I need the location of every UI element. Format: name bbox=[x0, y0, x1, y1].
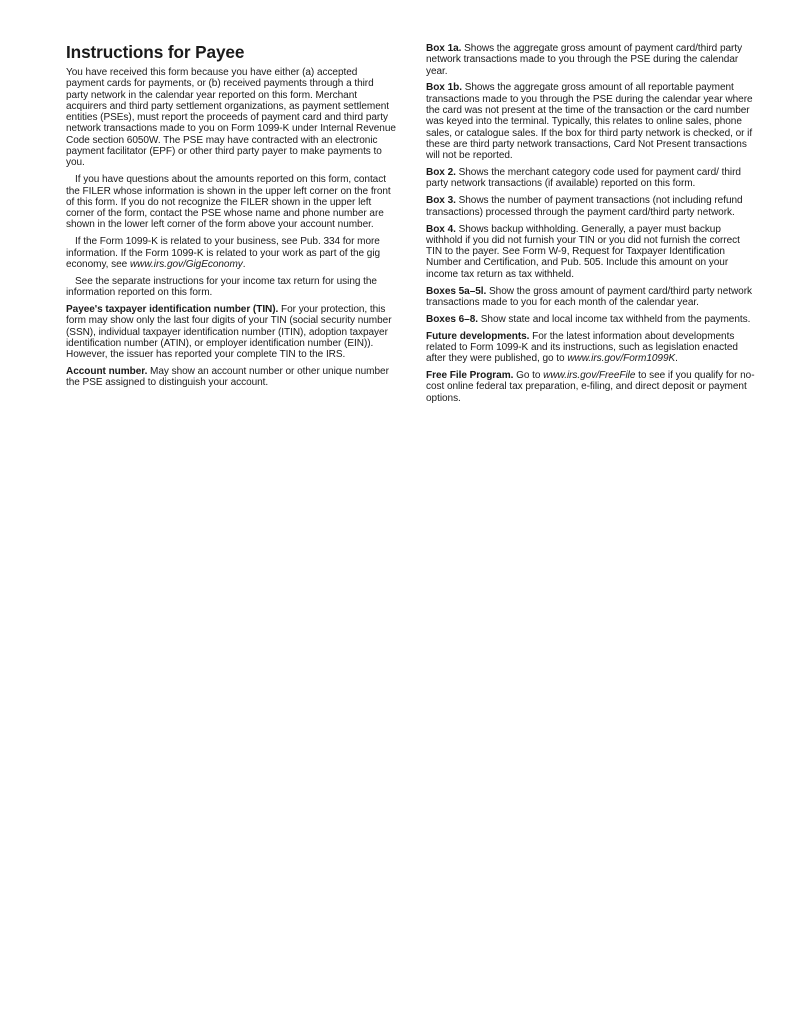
future-developments-heading: Future developments. bbox=[426, 330, 530, 342]
gig-economy-link[interactable]: www.irs.gov/GigEconomy bbox=[129, 258, 243, 270]
box-1a-text: Shows the aggregate gross amount of payment card/third party network transactions made to you through the PSE during the calendar year. bbox=[426, 43, 743, 77]
tin-heading: Payee's taxpayer identification number (TIN). bbox=[66, 304, 279, 316]
left-column bbox=[66, 42, 396, 410]
box-4-heading: Box 4. bbox=[426, 223, 456, 235]
future-developments-paragraph bbox=[426, 331, 756, 365]
account-number-heading: Account number. bbox=[66, 366, 148, 378]
boxes-5-paragraph bbox=[426, 286, 756, 309]
instructions-page bbox=[66, 42, 756, 410]
box-1b-heading: Box 1b. bbox=[426, 82, 462, 94]
boxes-6-8-paragraph bbox=[426, 314, 756, 325]
business-text: If the Form 1099-K is related to your business, see Pub. 334 for more information. If the Form 1099-K is related to your work as part of the gig economy, see bbox=[66, 236, 381, 270]
boxes-5-text: Show the gross amount of payment card/third party network transactions made to you for each month of the calendar year. bbox=[426, 285, 752, 308]
tin-paragraph bbox=[66, 304, 396, 360]
separate-instructions-paragraph: See the separate instructions for your income tax return for using the information reported on this form. bbox=[66, 275, 377, 299]
account-number-text: May show an account number or other unique number the PSE assigned to distinguish your account. bbox=[66, 366, 389, 389]
box-3-heading: Box 3. bbox=[426, 195, 456, 207]
box-2-heading: Box 2. bbox=[426, 167, 456, 179]
box-3-text: Shows the number of payment transactions (not including refund transactions) processed through the payment card/third party network. bbox=[426, 195, 743, 218]
box-4-paragraph bbox=[426, 224, 756, 280]
business-paragraph bbox=[66, 236, 396, 270]
form-1099k-link[interactable]: www.irs.gov/Form1099K bbox=[567, 353, 676, 365]
box-1b-text: Shows the aggregate gross amount of all reportable payment transactions made to you through the PSE during the calendar year where the card was not present at the time of the transaction or the card number was keyed into the terminal. Typically, this relates to online sales, phone sales, or catalogue sales. If the box for third party network is checked, or if these are third party network transactions, Card Not Present transactions will not be reported. bbox=[426, 82, 753, 162]
free-file-paragraph bbox=[426, 370, 756, 404]
intro-paragraph: You have received this form because you have either (a) accepted payment cards for payments, or (b) received payments through a third party network in the calendar year reported on this form. Merchant acquirers and third party settlement organizations, as payment settlement entities (PSEs), must report the proceeds of payment card and third party network transactions made to you on Form 1099-K under Internal Revenue Code section 6050W. The PSE may have contracted with an electronic payment facilitator (EPF) or other third party payer to make payments to you. bbox=[66, 67, 396, 169]
future-developments-text-end: . bbox=[675, 353, 678, 365]
box-4-text: Shows backup withholding. Generally, a payer must backup withhold if you did not furnish your TIN or you did not furnish the correct TIN to the payer. See Form W-9, Request for Taxpayer Identification Number and Certification, and Pub. 505. Include this amount on your income tax return as tax withheld. bbox=[426, 223, 740, 280]
page-title: Instructions for Payee bbox=[66, 42, 245, 62]
box-1a-paragraph bbox=[426, 43, 756, 77]
future-developments-text: For the latest information about developments related to Form 1099-K and its instructions, such as legislation enacted after they were published, go to bbox=[426, 330, 738, 365]
boxes-6-8-heading: Boxes 6–8. bbox=[426, 313, 479, 325]
boxes-5-heading: Boxes 5a–5l. bbox=[426, 285, 487, 297]
business-text-end: . bbox=[242, 258, 246, 270]
free-file-text: Go to bbox=[513, 370, 544, 382]
account-number-paragraph bbox=[66, 366, 396, 389]
free-file-heading: Free File Program. bbox=[426, 370, 514, 382]
box-2-paragraph bbox=[426, 167, 756, 190]
right-column bbox=[426, 43, 756, 410]
free-file-text-end: to see if you qualify for no-cost online federal tax preparation, e-filing, and direct deposit or payment options. bbox=[426, 370, 755, 404]
boxes-6-8-text: Show state and local income tax withheld from the payments. bbox=[478, 313, 751, 325]
box-3-paragraph bbox=[426, 195, 756, 218]
box-1b-paragraph bbox=[426, 82, 756, 161]
box-1a-heading: Box 1a. bbox=[426, 43, 462, 54]
questions-paragraph: If you have questions about the amounts reported on this form, contact the FILER whose information is shown in the upper left corner on the front of this form. If you do not recognize the FILER shown in the upper left corner of the form, contact the PSE whose name and phone number are shown in the lower left corner of the form above your account number. bbox=[66, 174, 391, 231]
tin-text: For your protection, this form may show only the last four digits of your TIN (social security number (SSN), individual taxpayer identification number (ITIN), adoption taxpayer identification number (ATIN), or employer identification number (EIN)). However, the issuer has reported your complete TIN to the IRS. bbox=[66, 304, 392, 361]
free-file-link[interactable]: www.irs.gov/FreeFile bbox=[543, 370, 636, 382]
box-2-text: Shows the merchant category code used for payment card/ third party network transactions (if available) reported on this form. bbox=[426, 167, 741, 190]
